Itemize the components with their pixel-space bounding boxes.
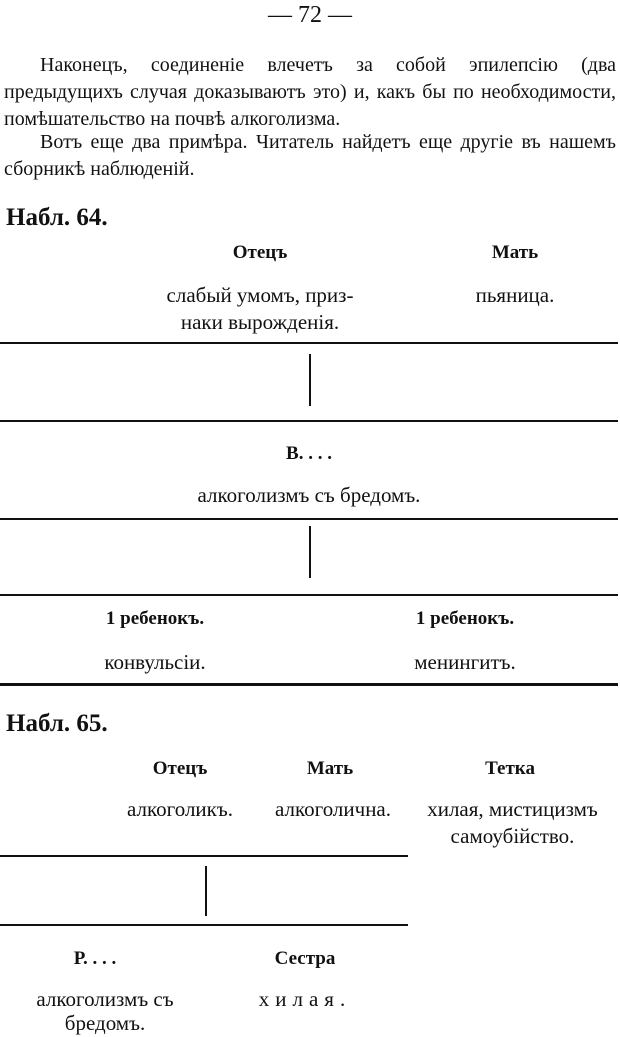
case-64-mother-desc: пьяница.	[475, 283, 555, 307]
case-65-heading: Набл. 65.	[6, 710, 108, 737]
case-65-father-label: Отецъ	[152, 758, 208, 779]
case-65-aunt-desc-line1: хилая, мистицизмъ	[427, 797, 598, 821]
page-number: — 72 —	[268, 2, 352, 28]
case-65-descent-line	[205, 866, 207, 916]
case-64-child2-desc: менингитъ.	[414, 650, 516, 674]
case-65-parents-line	[0, 855, 408, 857]
case-64-children-line	[0, 594, 618, 596]
case-64-mother-label: Мать	[491, 242, 539, 263]
case-65-sister-label: Сестра	[274, 948, 336, 969]
case-64-father-desc-line1: слабый умомъ, приз-	[166, 283, 354, 307]
case-64-son-desc: алкоголизмъ съ бредомъ.	[197, 483, 421, 507]
case-65-sister-desc: хилая.	[258, 987, 352, 1011]
case-65-children-line	[0, 924, 408, 926]
case-64-son-bottom-line	[0, 518, 618, 520]
case-64-child1-desc: конвульсіи.	[104, 650, 206, 674]
case-65-son-label: Р. . . .	[73, 948, 117, 969]
case-64-son-line	[0, 420, 618, 422]
case-65-mother-desc: алкоголична.	[274, 797, 392, 821]
case-64-son-label: В. . . .	[286, 443, 332, 464]
case-64-descent-line-2	[309, 526, 311, 578]
case-64-father-label: Отецъ	[232, 242, 288, 263]
case-65-son-desc-line2: бредомъ.	[64, 1011, 146, 1035]
case-64-parents-line	[0, 342, 618, 344]
case-65-aunt-label: Тетка	[485, 758, 535, 779]
case-65-father-desc: алкоголикъ.	[127, 797, 233, 821]
case-separator-line	[0, 683, 618, 686]
case-65-mother-label: Мать	[306, 758, 354, 779]
case-64-descent-line-1	[309, 354, 311, 406]
case-65-son-desc-line1: алкоголизмъ съ	[36, 987, 174, 1011]
case-64-child2-label: 1 ребенокъ.	[415, 608, 515, 629]
intro-paragraph-1: Наконецъ, соединеніе влечетъ за собой эпилепсію (два предыдущихъ случая доказываютъ это) и, какъ бы по необходимости, помѣшательство на почвѣ алкоголизма.	[4, 54, 616, 130]
case-64-child1-label: 1 ребенокъ.	[105, 608, 205, 629]
case-64-father-desc-line2: наки вырожденія.	[180, 310, 340, 334]
intro-paragraph-2: Вотъ еще два примѣра. Читатель найдетъ еще другіе въ нашемъ сборникѣ наблюденій.	[4, 131, 616, 180]
case-65-aunt-desc-line2: самоубійство.	[450, 824, 575, 848]
case-64-heading: Набл. 64.	[6, 204, 108, 231]
